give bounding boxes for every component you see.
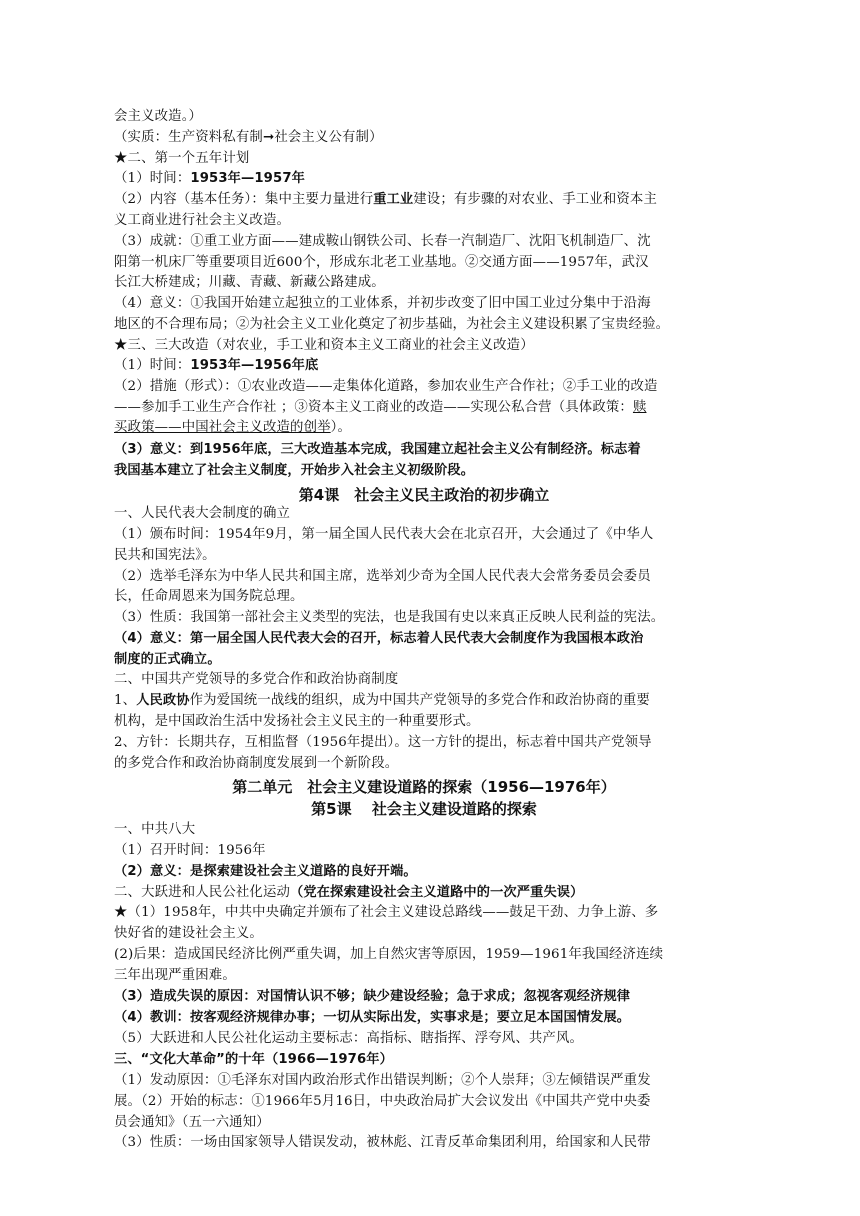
bold-text: 制度的正式确立。	[114, 652, 221, 667]
section-heading: 第5课 社会主义建设道路的探索	[311, 800, 537, 818]
text-line: 地区的不合理布局；②为社会主义工业化奠定了初步基础，为社会主义建设积累了宝贵经验。	[114, 317, 670, 332]
bold-text: 1953年—1956年底	[190, 358, 319, 373]
text-segment: 建设；有步骤的对农业、手工业和资本主	[413, 192, 657, 207]
bold-text: （3）意义：到1956年底，三大改造基本完成，我国建立起社会主义公有制经济。标志着	[114, 442, 641, 457]
section-heading: 第4课 社会主义民主政治的初步确立	[298, 486, 550, 504]
section-heading: 第二单元 社会主义建设道路的探索（1956—1976年）	[232, 778, 616, 796]
text-line: ★三、三大改造（对农业，手工业和资本主义工商业的社会主义改造）	[114, 338, 534, 353]
bold-text: 我国基本建立了社会主义制度，开始步入社会主义初级阶段。	[114, 463, 475, 478]
text-line: 一、中共八大	[114, 822, 196, 837]
text-line: 员会通知》（五一六通知）	[114, 1115, 270, 1130]
text-line: (2)后果：造成国民经济比例严重失调，加上自然灾害等原因，1959—1961年我国经济连续	[114, 947, 664, 962]
text-line: 会主义改造。）	[114, 109, 203, 124]
text-line	[114, 169, 734, 189]
underlined-text: 赎	[632, 400, 647, 415]
text-segment: 二、大跃进和人民公社化运动	[114, 885, 291, 900]
bold-text: 1953年—1957年	[190, 171, 305, 186]
bold-text: 重工业	[373, 192, 414, 207]
text-line: 一、人民代表大会制度的确立	[114, 506, 291, 521]
text-segment: 作为爱国统一战线的组织，成为中国共产党领导的多党合作和政治协商的重要	[189, 693, 650, 708]
text-line	[114, 356, 734, 376]
text-line: 二、中国共产党领导的多党合作和政治协商制度	[114, 672, 399, 687]
text-segment: 1、	[114, 693, 137, 708]
text-line: 阳第一机床厂等重要项目近600个，形成东北老工业基地。②交通方面——1957年，武汉	[114, 255, 649, 270]
text-line	[114, 650, 734, 670]
text-line: ★二、第一个五年计划	[114, 151, 250, 166]
text-segment: （1）时间：	[114, 171, 191, 186]
text-line: （1）发动原因：①毛泽东对国内政治形式作出错误判断；②个人崇拜；③左倾错误严重发	[114, 1073, 651, 1088]
text-line	[114, 987, 734, 1007]
text-line: （4）意义：①我国开始建立起独立的工业体系，并初步改变了旧中国工业过分集中于沿海	[114, 296, 651, 311]
text-line: （3）成就：①重工业方面——建成鞍山钢铁公司、长春一汽制造厂、沈阳飞机制造厂、沈	[114, 234, 651, 249]
text-line	[114, 691, 734, 711]
text-line	[114, 629, 734, 649]
text-line	[114, 883, 734, 903]
text-segment: ）。	[330, 420, 352, 435]
text-line: （3）性质：我国第一部社会主义类型的宪法，也是我国有史以来真正反映人民利益的宪法。	[114, 610, 665, 625]
text-line: 展。（2）开始的标志：①1966年5月16日，中央政治局扩大会议发出《中国共产党中央委	[114, 1094, 651, 1109]
text-segment: （2）内容（基本任务）：集中主要力量进行	[114, 192, 374, 207]
text-line: （2）措施（形式）：①农业改造——走集体化道路，参加农业生产合作社；②手工业的改造	[114, 379, 658, 394]
bold-text: 人民政协	[136, 693, 190, 708]
text-line: ★（1）1958年，中共中央确定并颁布了社会主义建设总路线——鼓足干劲、力争上游、多	[114, 905, 659, 920]
text-line	[114, 440, 734, 460]
text-line: （5）大跃进和人民公社化运动主要标志：高指标、瞎指挥、浮夸风、共产风。	[114, 1031, 584, 1046]
text-line: （实质：生产资料私有制➞社会主义公有制）	[114, 130, 383, 145]
bold-text: （4）意义：第一届全国人民代表大会的召开，标志着人民代表大会制度作为我国根本政治	[114, 631, 644, 646]
text-line: 机构，是中国政治生活中发扬社会主义民主的一种重要形式。	[114, 714, 480, 729]
text-line: （1）颁布时间：1954年9月，第一届全国人民代表大会在北京召开，大会通过了《中华人	[114, 527, 654, 542]
bold-text: （3）造成失误的原因：对国情认识不够；缺少建设经验；急于求成；忽视客观经济规律	[114, 989, 631, 1004]
text-line	[114, 1050, 734, 1070]
text-line: 三年出现严重困难。	[114, 968, 236, 983]
text-line: （3）性质：一场由国家领导人错误发动，被林彪、江青反革命集团利用，给国家和人民带	[114, 1135, 651, 1150]
text-line	[114, 190, 734, 210]
bold-text: 三、“文化大革命”的十年（1966—1976年）	[114, 1052, 393, 1067]
text-line: （1）召开时间：1956年	[114, 843, 266, 858]
text-segment: ——参加手工业生产合作社 ；③资本主义工商业的改造——实现公私合营（具体政策：	[114, 400, 633, 415]
text-line: 义工商业进行社会主义改造。	[114, 213, 291, 228]
text-line	[114, 1008, 734, 1028]
text-line: 民共和国宪法》。	[114, 548, 216, 563]
text-line: 长江大桥建成；川藏、青藏、新藏公路建成。	[114, 275, 385, 290]
text-segment: （1）时间：	[114, 358, 191, 373]
bold-text: （2）意义：是探索建设社会主义道路的良好开端。	[114, 864, 417, 879]
text-line	[114, 418, 734, 438]
bold-text: （党在探索建设社会主义道路中的一次严重失误）	[290, 885, 584, 900]
text-line	[114, 862, 734, 882]
text-line	[114, 461, 734, 481]
underlined-text: 买政策——中国社会主义改造的创举	[114, 420, 331, 435]
bold-text: （4）教训：按客观经济规律办事；一切从实际出发，实事求是；要立足本国国情发展。	[114, 1010, 631, 1025]
text-line: 的多党合作和政治协商制度发展到一个新阶段。	[114, 756, 399, 771]
text-line: 长，任命周恩来为国务院总理。	[114, 589, 304, 604]
text-line	[114, 398, 734, 418]
text-line: 2、方针：长期共存，互相监督（1956年提出）。这一方针的提出，标志着中国共产党领导	[114, 735, 652, 750]
text-line: （2）选举毛泽东为中华人民共和国主席，选举刘少奇为全国人民代表大会常务委员会委员	[114, 569, 651, 584]
text-line: 快好省的建设社会主义。	[114, 926, 263, 941]
